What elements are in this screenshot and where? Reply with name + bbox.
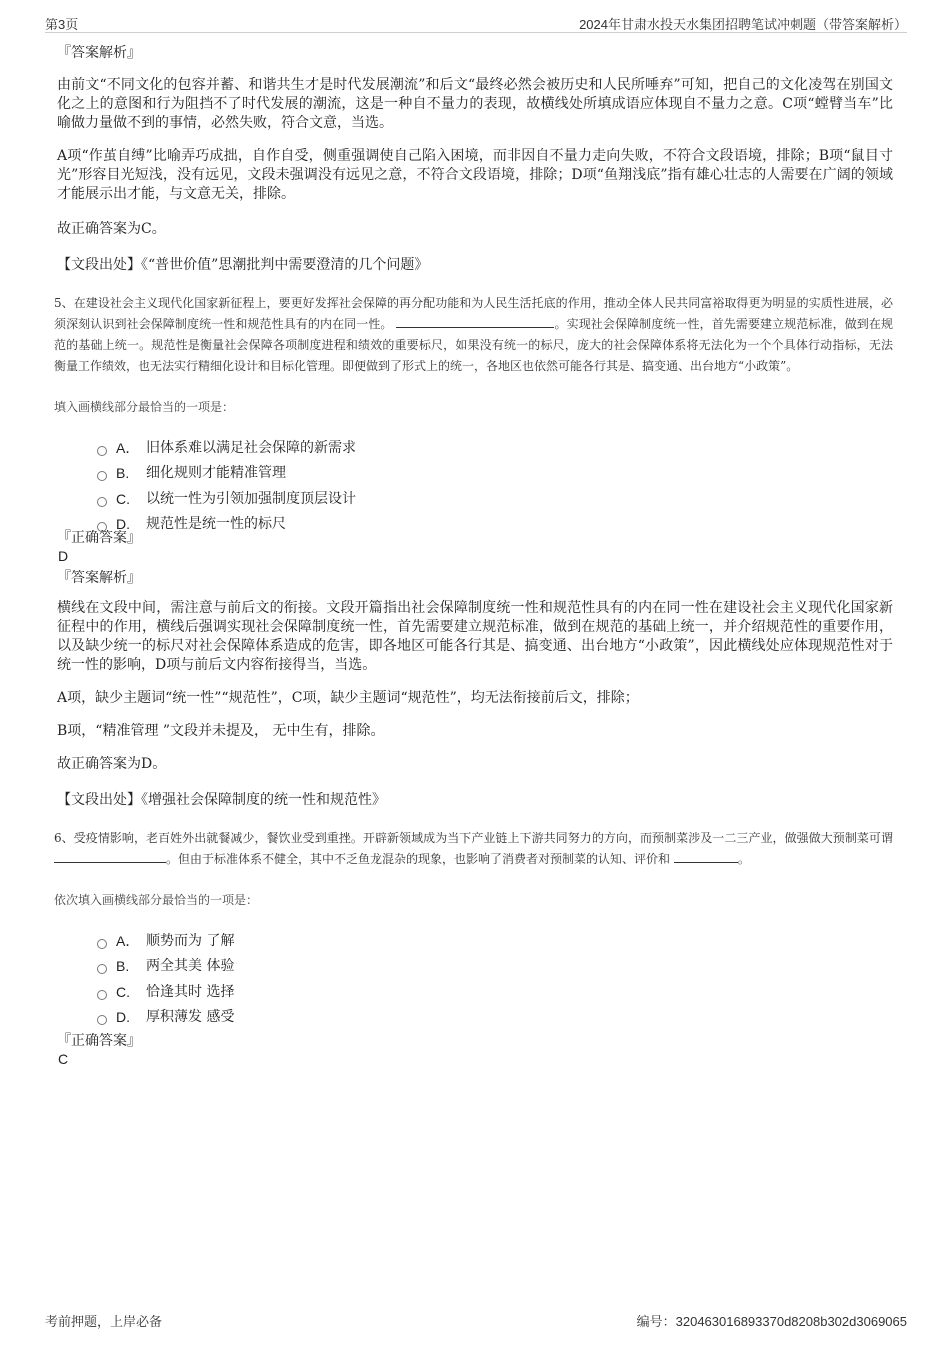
- radio-icon[interactable]: [97, 964, 107, 974]
- question-text-part: 。实现社会保障制度统一性，首先需要建立规范标准，做到在规范的基础上统一。规范性是衡量社会保障各项制度进程和绩效的重要标尺，如果没有统一的标尺，庞大的社会保障体系将无法化为一个个具体行动指标，无法衡量工作绩效，也无法实行精细化设计和目标化管理。即便做到了形式上的统一，各地区也依然可能各行其是、搞变通、出台地方“小政策”。: [54, 317, 893, 373]
- analysis-paragraph: B项，“精准管理 ”文段并未提及， 无中生有，排除。: [57, 723, 385, 739]
- page-footer: [45, 1311, 907, 1331]
- question-5-options: [97, 435, 893, 537]
- option-text: 顺势而为 了解: [146, 932, 235, 949]
- question-text-part: 6、受疫情影响，老百姓外出就餐减少，餐饮业受到重挫。开辟新领域成为当下产业链上下游共同努力的方向，而预制菜涉及一二三产业，做强做大预制菜可谓: [54, 831, 893, 845]
- correct-answer-label: 『正确答案』: [57, 1033, 141, 1049]
- radio-icon[interactable]: [97, 446, 107, 456]
- conclusion-text: 故正确答案为D。: [57, 756, 167, 772]
- option-text: 两全其美 体验: [146, 958, 235, 975]
- analysis-paragraph: 由前文“不同文化的包容并蓄、和谐共生才是时代发展潮流”和后文“最终必然会被历史和人民所唾弃”可知，把自己的文化凌驾在别国文化之上的意图和行为阻挡不了时代发展的潮流，这是一种自不量力的表现，故横线处所填成语应体现自不量力之意。C项“螳臂当车”比喻做力量做不到的事情，必然失败，符合文意，当选。: [57, 77, 893, 131]
- option-key: D.: [116, 1009, 130, 1026]
- option-key: B.: [116, 958, 130, 975]
- option-b[interactable]: [97, 461, 893, 487]
- question-text-part: 5、在建设社会主义现代化国家新征程上，要更好发挥社会保障的再分配功能和为人民生活托底的作用，推动全体人民共同富裕取得更为明显的实质性进展，必须深刻认识到社会保障制度统一性和规范性具有的内在同一性。: [54, 296, 893, 331]
- radio-icon[interactable]: [97, 1015, 107, 1025]
- option-c[interactable]: [97, 979, 893, 1005]
- option-text: 旧体系难以满足社会保障的新需求: [146, 439, 356, 456]
- analysis-paragraph: A项，缺少主题词“统一性”“规范性”，C项，缺少主题词“规范性”，均无法衔接前后文，排除；: [57, 690, 639, 706]
- question-5-text: [54, 293, 893, 377]
- fill-blank: [674, 849, 738, 863]
- radio-icon[interactable]: [97, 497, 107, 507]
- option-a[interactable]: [97, 435, 893, 461]
- option-key: B.: [116, 465, 130, 482]
- option-c[interactable]: [97, 486, 893, 512]
- question-6-prompt: 依次填入画横线部分最恰当的一项是：: [54, 893, 259, 907]
- option-text: 以统一性为引领加强制度顶层设计: [146, 490, 356, 507]
- page-number: 第3页: [45, 17, 79, 32]
- question-5-prompt: 填入画横线部分最恰当的一项是：: [54, 400, 235, 414]
- radio-icon[interactable]: [97, 471, 107, 481]
- option-b[interactable]: [97, 954, 893, 980]
- option-text: 恰逢其时 选择: [146, 983, 235, 1000]
- option-a[interactable]: [97, 928, 893, 954]
- analysis-paragraph: 横线在文段中间，需注意与前后文的衔接。文段开篇指出社会保障制度统一性和规范性具有的内在同一性在建设社会主义现代化国家新征程中的作用，横线后强调实现社会保障制度统一性，首先需要建立规范标准，做到在规范的基础上统一，并介绍规范性的重要作用，以及缺少统一的标尺对社会保障体系造成的危害，即各地区可能各行其是、搞变通、出台地方“小政策”，因此横线处应体现规范性对于统一性的影响，D项与前后文内容衔接得当，当选。: [57, 600, 893, 673]
- question-text-part: 。: [737, 852, 750, 866]
- fill-blank: [396, 314, 554, 328]
- correct-answer: D: [58, 548, 69, 564]
- fill-blank: [54, 849, 166, 863]
- correct-answer: C: [58, 1051, 69, 1067]
- option-text: 细化规则才能精准管理: [146, 465, 286, 482]
- source-citation: 【文段出处】《“普世价值”思潮批判中需要澄清的几个问题》: [57, 257, 429, 273]
- option-key: C.: [116, 983, 130, 1000]
- correct-answer-label: 『正确答案』: [57, 530, 141, 546]
- analysis-label: 『答案解析』: [57, 45, 141, 61]
- conclusion-text: 故正确答案为C。: [57, 221, 166, 237]
- option-key: A．: [116, 439, 140, 456]
- option-key: D.: [116, 516, 130, 533]
- document-id: 编号：320463016893370d8208b302d3069065: [636, 1314, 907, 1329]
- radio-icon[interactable]: [97, 990, 107, 1000]
- option-key: C.: [116, 490, 130, 507]
- question-6-options: [97, 928, 893, 1030]
- document-title: 2024年甘肃水投天水集团招聘笔试冲刺题（带答案解析）: [579, 17, 907, 32]
- option-d[interactable]: [97, 1005, 893, 1031]
- question-6-text: [54, 828, 893, 870]
- footer-slogan: 考前押题，上岸必备: [45, 1314, 163, 1329]
- analysis-paragraph: A项“作茧自缚”比喻弄巧成拙，自作自受，侧重强调使自己陷入困境，而非因自不量力走向失败，不符合文段语境，排除；B项“鼠目寸光”形容目光短浅，没有远见，文段未强调没有远见之意，不符合文段语境，排除；D项“鱼翔浅底”指有雄心壮志的人需要在广阔的领域才能展示出才能，与文意无关，排除。: [57, 148, 893, 202]
- option-text: 厚积薄发 感受: [146, 1009, 235, 1026]
- radio-icon[interactable]: [97, 939, 107, 949]
- source-citation: 【文段出处】《增强社会保障制度的统一性和规范性》: [57, 792, 386, 808]
- page-header: [45, 12, 907, 33]
- option-text: 规范性是统一性的标尺: [146, 516, 286, 533]
- page-content: [54, 42, 893, 1068]
- option-key: A．: [116, 932, 140, 949]
- question-text-part: 。但由于标准体系不健全，其中不乏鱼龙混杂的现象，也影响了消费者对预制菜的认知、评价和: [166, 852, 671, 866]
- analysis-label: 『答案解析』: [57, 570, 141, 586]
